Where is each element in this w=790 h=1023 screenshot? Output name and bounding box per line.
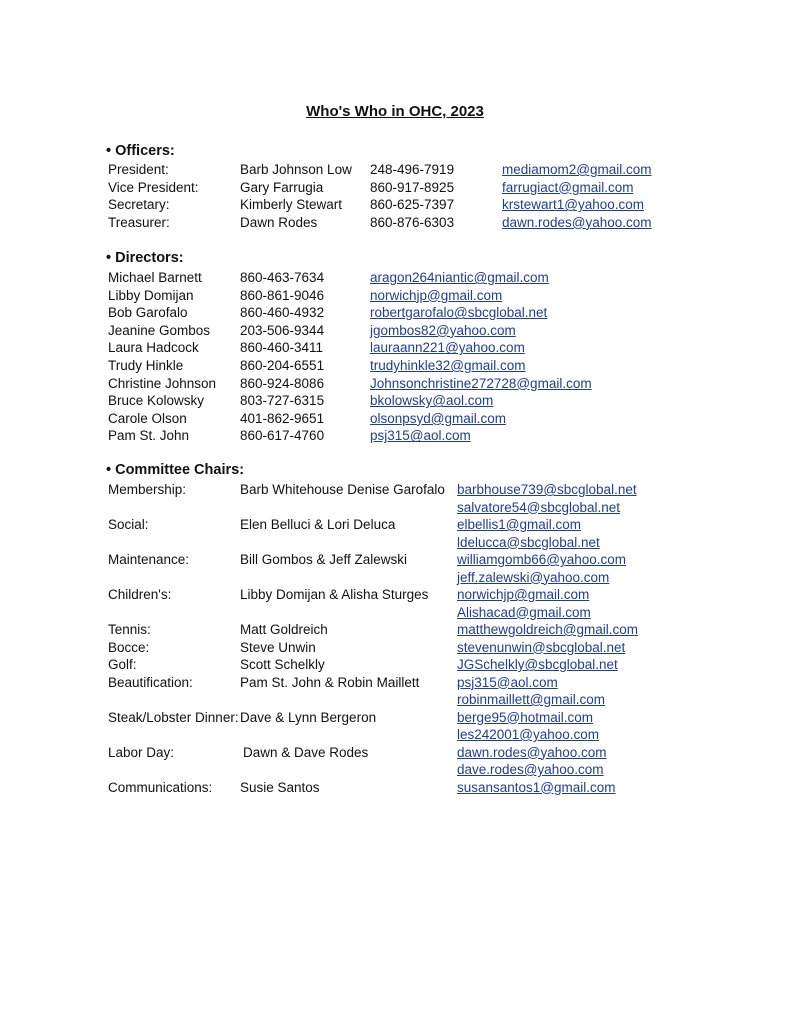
committee-chair-names: Susie Santos [240,779,320,795]
officers-heading: • Officers: [106,143,175,159]
director-phone: 860-861-9046 [240,287,325,303]
committee-chair-names: Pam St. John & Robin Maillett [240,674,420,690]
committee-label: Maintenance: [108,552,190,567]
director-name: Trudy Hinkle [108,358,184,373]
officer-role: Treasurer: [108,214,170,230]
committee-email-link[interactable]: stevenunwin@sbcglobal.net [457,639,626,655]
officer-email-link[interactable]: krstewart1@yahoo.com [502,197,645,213]
committee-chair-names: Libby Domijan & Alisha Sturges [240,587,429,602]
committee-chair-names: Scott Schelkly [240,657,325,672]
committee-email-link[interactable]: williamgomb66@yahoo.com [457,552,627,567]
officer-role: Secretary: [108,197,170,213]
committee-email-link[interactable]: jeff.zalewski@yahoo.com [457,569,610,585]
director-phone: 803-727-6315 [240,393,325,409]
committee-email-link[interactable]: berge95@hotmail.com [457,709,594,725]
director-email-link[interactable]: aragon264niantic@gmail.com [370,270,549,285]
director-phone: 860-460-4932 [240,305,325,321]
committee-email-link[interactable]: salvatore54@sbcglobal.net [457,499,621,515]
officer-phone: 860-917-8925 [370,179,455,195]
committee-chair-names: Elen Belluci & Lori Deluca [240,517,396,532]
committee-label: Social: [108,517,149,532]
committee-chair-names: Dawn & Dave Rodes [243,744,369,760]
director-phone: 860-617-4760 [240,428,325,444]
committee-email-link[interactable]: robinmaillett@gmail.com [457,692,605,707]
committee-chair-names: Matt Goldreich [240,622,328,637]
page-title: Who's Who in OHC, 2023 [306,103,484,120]
officer-phone: 860-625-7397 [370,197,455,213]
director-email-link[interactable]: Johnsonchristine272728@gmail.com [370,375,592,391]
committee-chair-names: Bill Gombos & Jeff Zalewski [240,552,408,567]
officer-email-link[interactable]: mediamom2@gmail.com [502,162,652,177]
committee-email-link[interactable]: barbhouse739@sbcglobal.net [457,482,637,497]
director-email-link[interactable]: norwichjp@gmail.com [370,287,503,303]
director-email-link[interactable]: trudyhinkle32@gmail.com [370,358,526,373]
officer-name: Gary Farrugia [240,179,324,195]
director-email-link[interactable]: olsonpsyd@gmail.com [370,410,507,426]
committee-label: Communications: [108,779,213,795]
directors-heading: • Directors: [106,250,184,266]
committee-label: Membership: [108,482,187,497]
committee-email-link[interactable]: psj315@aol.com [457,674,558,690]
director-phone: 401-862-9651 [240,410,325,426]
officer-phone: 248-496-7919 [370,162,455,177]
director-phone: 860-204-6551 [240,358,325,373]
committee-email-link[interactable]: dawn.rodes@yahoo.com [457,744,607,760]
director-email-link[interactable]: lauraann221@yahoo.com [370,340,525,356]
committee-email-link[interactable]: norwichjp@gmail.com [457,587,590,602]
director-email-link[interactable]: bkolowsky@aol.com [370,393,494,409]
director-name: Christine Johnson [108,375,217,391]
committee-label: Bocce: [108,639,150,655]
committee-email-link[interactable]: Alishacad@gmail.com [457,604,591,620]
officer-name: Dawn Rodes [240,214,318,230]
committee-label: Golf: [108,657,137,672]
officer-role: President: [108,162,169,177]
director-phone: 860-463-7634 [240,270,325,285]
officer-role: Vice President: [108,179,199,195]
committee-label: Tennis: [108,622,151,637]
officer-phone: 860-876-6303 [370,214,455,230]
director-name: Laura Hadcock [108,340,199,356]
committee-label: Labor Day: [108,744,175,760]
director-email-link[interactable]: jgombos82@yahoo.com [370,322,516,338]
director-phone: 860-924-8086 [240,375,325,391]
committee-label: Children's: [108,587,172,602]
committee-chair-names: Dave & Lynn Bergeron [240,709,377,725]
committee-email-link[interactable]: ldelucca@sbcglobal.net [457,534,600,550]
officer-name: Kimberly Stewart [240,197,343,213]
committee-email-link[interactable]: matthewgoldreich@gmail.com [457,622,639,637]
committee-chair-names: Barb Whitehouse Denise Garofalo [240,482,445,497]
director-name: Jeanine Gombos [108,322,211,338]
committee-label: Steak/Lobster Dinner: [108,709,239,725]
officer-email-link[interactable]: farrugiact@gmail.com [502,179,634,195]
director-email-link[interactable]: robertgarofalo@sbcglobal.net [370,305,548,321]
committee-email-link[interactable]: elbellis1@gmail.com [457,517,581,532]
committee-email-link[interactable]: les242001@yahoo.com [457,727,600,742]
committee-email-link[interactable]: dave.rodes@yahoo.com [457,762,604,777]
officer-email-link[interactable]: dawn.rodes@yahoo.com [502,214,652,230]
director-name: Libby Domijan [108,287,194,303]
committee-label: Beautification: [108,674,193,690]
director-email-link[interactable]: psj315@aol.com [370,428,471,444]
director-name: Carole Olson [108,410,187,426]
director-phone: 860-460-3411 [240,340,324,356]
committee-email-link[interactable]: susansantos1@gmail.com [457,779,616,795]
committee-chair-names: Steve Unwin [240,639,316,655]
committees-heading: • Committee Chairs: [106,462,245,478]
officer-name: Barb Johnson Low [240,162,352,177]
committee-email-link[interactable]: JGSchelkly@sbcglobal.net [457,657,618,672]
director-phone: 203-506-9344 [240,322,325,338]
director-name: Pam St. John [108,428,190,444]
director-name: Michael Barnett [108,270,202,285]
director-name: Bob Garofalo [108,305,188,321]
director-name: Bruce Kolowsky [108,393,205,409]
